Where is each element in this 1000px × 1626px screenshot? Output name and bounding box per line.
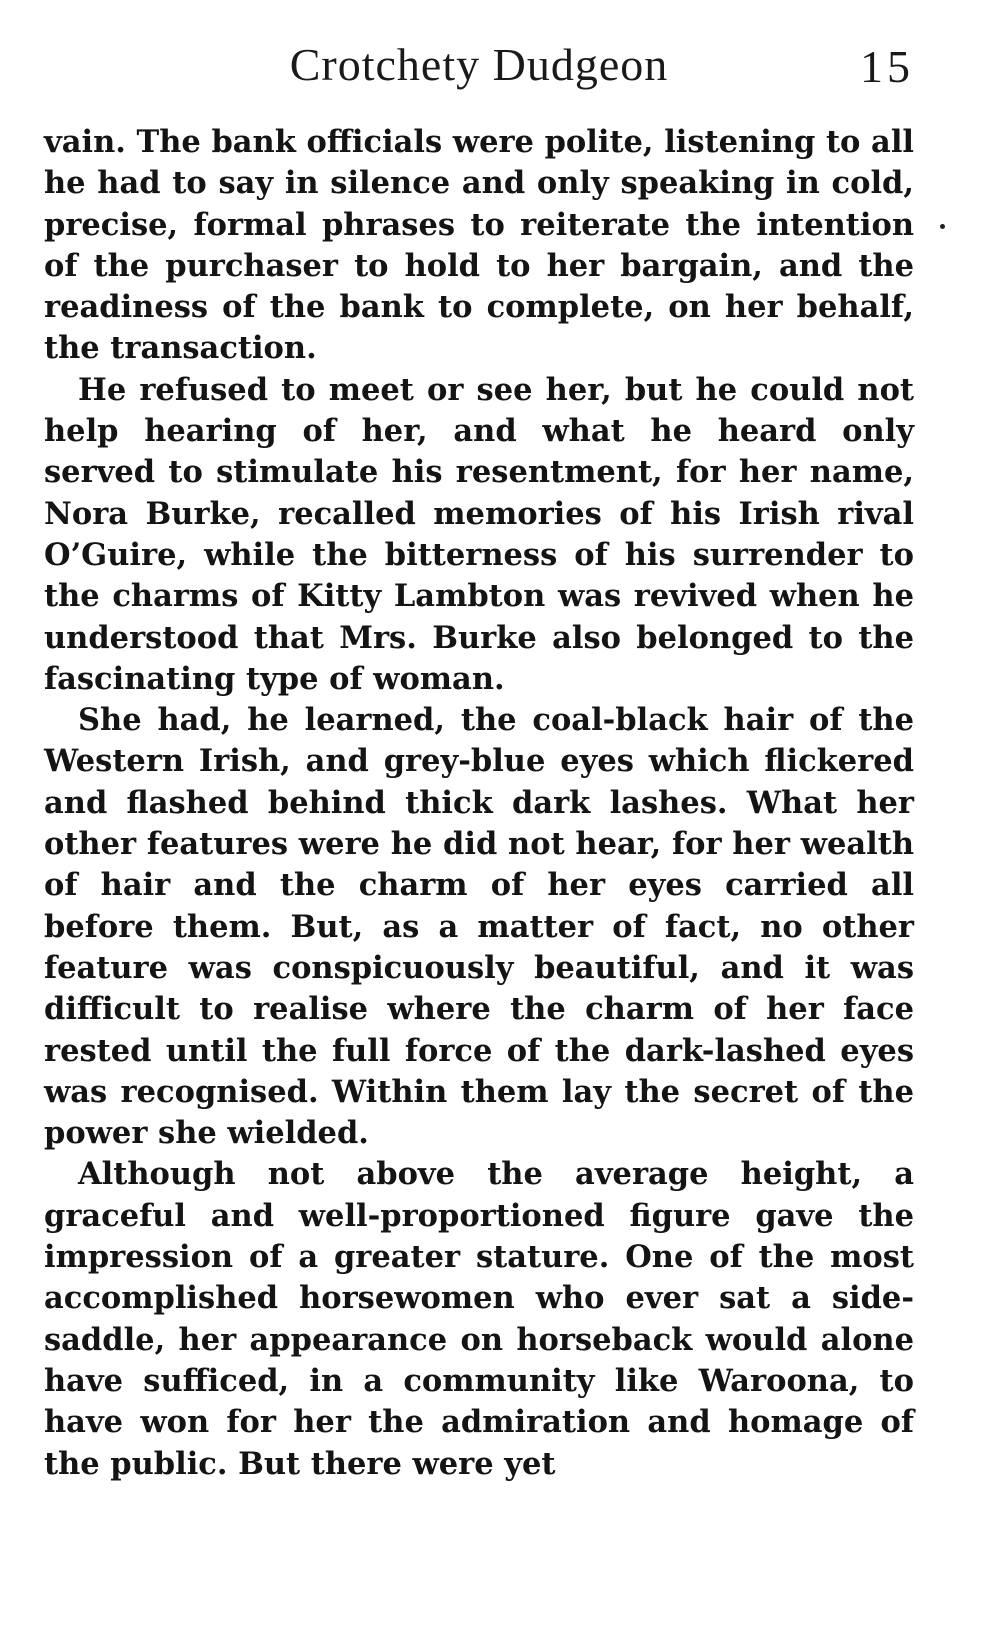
paragraph-1: vain. The bank officials were polite, listening to all he had to say in silence and only speaking in cold, precise, formal phrases to reiterate the intention of the purchaser to hold to her bargain, and the readiness of the bank to complete, on her behalf, the transaction. [44,124,914,367]
page-number: 15 [860,41,914,92]
running-head [44,38,914,108]
paragraph-3: She had, he learned, the coal-black hair of the Western Irish, and grey-blue eyes which flickered and flashed behind thick dark lashes. What her other features were he did not hear, for her wealth of hair and the charm of her eyes carried all before them. But, as a matter of fact, no other feature was conspicuously beautiful, and it was difficult to realise where the charm of her face rested until the full force of the dark-lashed eyes was recognised. Within them lay the secret of the power she wielded. [44,702,914,1152]
body-text [44,122,914,1485]
stray-ink-dot [940,224,945,229]
paragraph-4: Although not above the average height, a graceful and well-proportioned figure gave the impression of a greater stature. One of the most accomplished horsewomen who ever sat a side-saddle, her appearance on horseback would alone have sufficed, in a community like Waroona, to have won for her the admiration and homage of the public. But there were yet [44,1156,914,1482]
paragraph-2: He refused to meet or see her, but he could not help hearing of her, and what he heard only served to stimulate his resentment, for her name, Nora Burke, recalled memories of his Irish rival O’Guire, while the bitterness of his surrender to the charms of Kitty Lambton was revived when he understood that Mrs. Burke also belonged to the fascinating type of woman. [44,371,914,697]
running-title: Crotchety Dudgeon [289,39,669,90]
